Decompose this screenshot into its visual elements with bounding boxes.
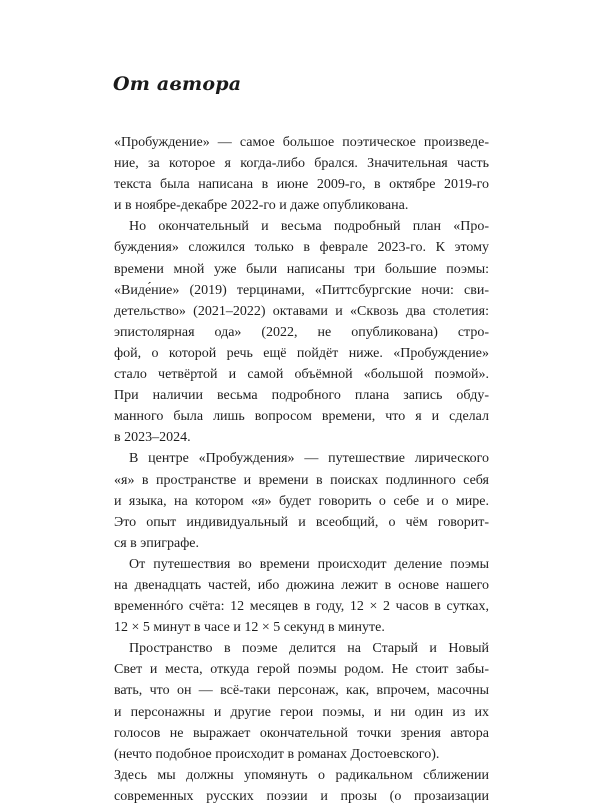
text-line: (нечто подобное происходит в романах Достоевского). (114, 746, 440, 762)
text-line: голосов не выражает окончательной точки зрения автора (114, 725, 489, 741)
text-line: эпистолярная ода» (2022, не опубликована) стро- (114, 324, 489, 340)
text-line: текста была написана в июне 2009-го, в октябре 2019-го (114, 177, 489, 193)
text-line: и персонажны и другие герои поэмы, и ни один из их (114, 704, 489, 720)
text-line: на двенадцать частей, ибо дюжина лежит в основе нашего (114, 577, 489, 593)
text-line: временнóго счёта: 12 месяцев в году, 12 × 2 часов в сутках, (114, 599, 489, 615)
text-line: буждения» сложился только в феврале 2023-го. К этому (114, 240, 489, 256)
text-line: В центре «Пробуждения» — путешествие лирического (129, 451, 489, 467)
text-line: От путешествия во времени происходит деление поэмы (129, 556, 489, 572)
text-line: ние, за которое я когда-либо брался. Значительная часть (114, 156, 489, 172)
text-line: Здесь мы должны упомянуть о радикальном сближении (114, 767, 489, 783)
text-line: Это опыт индивидуальный и всеобщий, о чём говорит- (114, 514, 489, 530)
text-line: «Пробуждение» — самое большое поэтическое произведе- (114, 135, 489, 150)
body-text (114, 132, 489, 807)
section-heading: От автора (113, 73, 242, 95)
text-line: детельство» (2021–2022) октавами и «Сквозь два столетия: (114, 303, 489, 319)
text-line: «Виде́ние» (2019) терцинами, «Питтсбургские ночи: сви- (114, 282, 489, 298)
text-line: в 2023–2024. (114, 430, 191, 446)
text-line: современных русских поэзии и прозы (о прозаизации (114, 788, 489, 804)
text-line: и языка, на котором «я» будет говорить о себе и о мире. (114, 493, 489, 509)
text-line: ся в эпиграфе. (114, 535, 199, 551)
text-line: При наличии весьма подробного плана запись обду- (114, 388, 489, 404)
text-line: Но окончательный и весьма подробный план «Про- (129, 219, 489, 235)
text-line: 12 × 5 минут в часе и 12 × 5 секунд в минуте. (114, 620, 385, 636)
text-line: фой, о которой речь ещё пойдёт ниже. «Пробуждение» (114, 345, 489, 361)
text-line: и в ноябре-декабре 2022-го и даже опубликована. (114, 198, 409, 214)
text-line: времени мной уже были написаны три большие поэмы: (114, 261, 489, 277)
text-line: манного была лишь вопросом времени, что я и сделал (114, 409, 489, 425)
text-line: Пространство в поэме делится на Старый и Новый (129, 641, 489, 657)
text-line: вать, что он — всё-таки персонаж, как, впрочем, масочны (114, 683, 489, 699)
text-line: стало четвёртой и самой объёмной «большой поэмой». (114, 367, 489, 383)
text-line: «я» в пространстве и времени в поисках подлинного себя (114, 472, 489, 488)
text-line: Свет и места, откуда герой поэмы родом. Не стоит забы- (114, 662, 489, 678)
